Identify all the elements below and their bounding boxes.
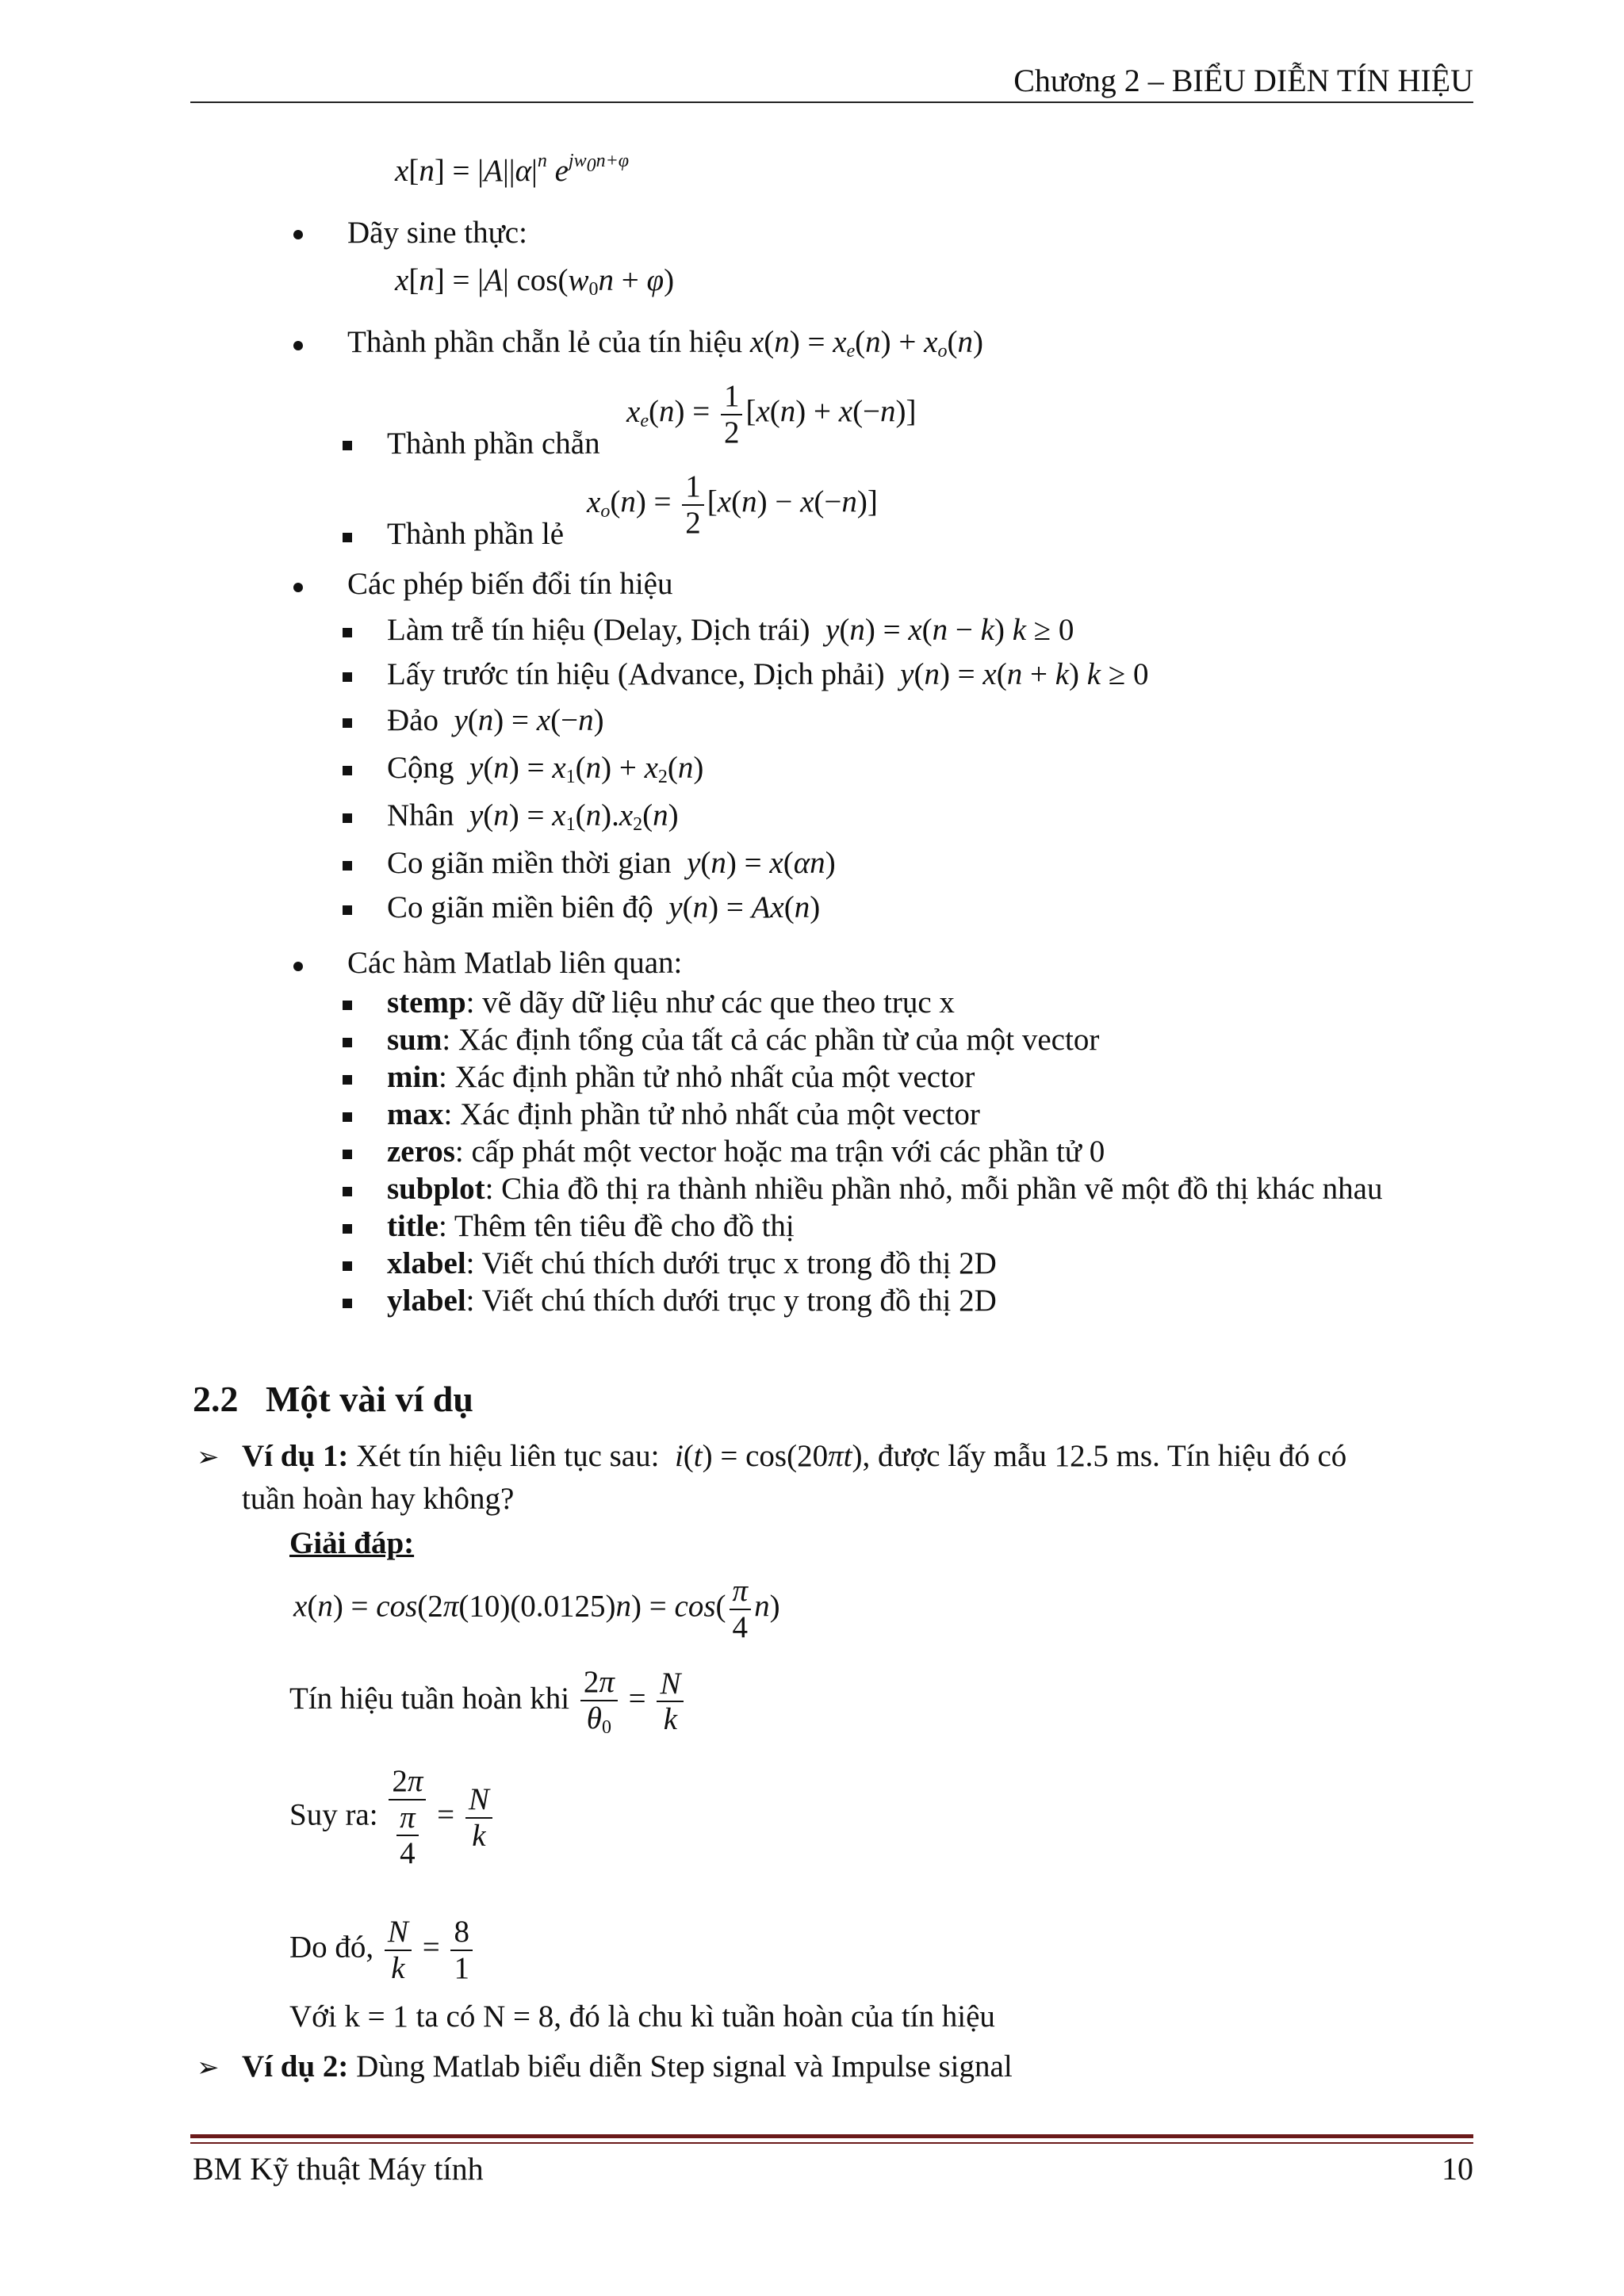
example1-line1: Ví dụ 1: Xét tín hiệu liên tục sau: i(t) = cos(20πt), được lấy mẫu 12.5 ms. Tín hiệu đó có (242, 1439, 1347, 1473)
real-sine-label: Dãy sine thực: (347, 216, 527, 250)
reverse-line: Đảo y(n) = x(−n) (387, 703, 604, 737)
real-sine-formula: x[n] = |A| $\cos(w_0n + \varphi)$ (395, 263, 675, 300)
section-number: 2.2 (193, 1379, 239, 1419)
matlab-item: xlabel: Viết chú thích dưới trục x trong đồ thị 2D (387, 1246, 997, 1280)
square-bullet-icon (343, 1075, 352, 1085)
square-bullet-icon (343, 1187, 352, 1196)
footer-department: BM Kỹ thuật Máy tính (193, 2151, 484, 2187)
square-bullet-icon (343, 672, 352, 682)
matlab-item: stemp: vẽ dãy dữ liệu như các que theo trục x (387, 985, 955, 1020)
header-rule (190, 101, 1473, 103)
add-line: Cộng $y(n) = x_1(n) + x_2(n)$ (387, 751, 704, 787)
square-bullet-icon (343, 1224, 352, 1234)
time-scale-label: Co giãn miền thời gian (387, 846, 672, 880)
even-odd-label: Thành phần chẵn lẻ của tín hiệu (347, 325, 743, 359)
square-bullet-icon (343, 813, 352, 823)
square-bullet-icon (343, 533, 352, 542)
amp-scale-line: Co giãn miền biên độ y(n) = Ax(n) (387, 890, 821, 924)
square-bullet-icon (343, 1299, 352, 1308)
odd-formula: $x_o(n)$ = $\frac{1}{2}$ [x(n) − x(−n)] (587, 469, 878, 540)
square-bullet-icon (343, 861, 352, 871)
bullet-icon (293, 230, 303, 239)
matlab-item: title: Thêm tên tiêu đề cho đồ thị (387, 1209, 795, 1243)
footer-rule-thin (190, 2142, 1473, 2144)
arrow-bullet-icon: ➢ (197, 1441, 220, 1473)
matlab-item: zeros: cấp phát một vector hoặc ma trận với các phần tử 0 (387, 1135, 1105, 1169)
solution-formula-1: x(n) = cos(2π(10)(0.0125)n) = cos( $\frac{\pi}{4}$ n) (293, 1574, 780, 1644)
square-bullet-icon (343, 628, 352, 637)
bullet-icon (293, 962, 303, 971)
page-number: 10 (1442, 2151, 1473, 2187)
square-bullet-icon (343, 718, 352, 728)
square-bullet-icon (343, 1001, 352, 1010)
square-bullet-icon (343, 1150, 352, 1159)
matlab-item: sum: Xác định tổng của tất cả các phần từ của một vector (387, 1023, 1100, 1057)
bullet-icon (293, 341, 303, 350)
time-scale-line: Co giãn miền thời gian y(n) = x(αn) (387, 846, 836, 880)
matlab-item: min: Xác định phần tử nhỏ nhất của một vector (387, 1060, 975, 1094)
example1-line2: tuần hoàn hay không? (242, 1482, 515, 1516)
solution-heading: Giải đáp: (289, 1526, 415, 1560)
advance-label: Lấy trước tín hiệu (Advance, Dịch phải) (387, 657, 885, 691)
therefore-line: Do đó, $\frac{N}{k}$ = $\frac{8}{1}$ (289, 1915, 476, 1985)
matlab-item: subplot: Chia đồ thị ra thành nhiều phần nhỏ, mỗi phần vẽ một đồ thị khác nhau (387, 1172, 1383, 1206)
advance-line: Lấy trước tín hiệu (Advance, Dịch phải) y(n) = x(n + k) k ≥ 0 (387, 657, 1149, 691)
square-bullet-icon (343, 1261, 352, 1271)
mult-label: Nhân (387, 798, 454, 832)
matlab-label: Các hàm Matlab liên quan: (347, 946, 683, 980)
amp-scale-label: Co giãn miền biên độ (387, 890, 653, 924)
delay-label: Làm trễ tín hiệu (Delay, Dịch trái) (387, 613, 810, 647)
example1-label: Ví dụ 1: (242, 1439, 349, 1473)
periodic-condition: Tín hiệu tuần hoàn khi $\frac{2\pi}{\theta_0}$ = $\frac{N}{k}$ (289, 1665, 687, 1739)
mult-line: Nhân $y(n) = x_1(n).x_2(n)$ (387, 798, 679, 835)
even-formula: $x_e(n)$ = $\frac{1}{2}$ [x(n) + x(−n)] (626, 379, 917, 450)
chapter-header: Chương 2 – BIỂU DIỄN TÍN HIỆU (1013, 63, 1473, 98)
footer-rule (190, 2134, 1473, 2138)
even-label: Thành phần chẵn (387, 427, 600, 461)
odd-label: Thành phần lẻ (387, 517, 565, 551)
section-heading (193, 1378, 473, 1420)
square-bullet-icon (343, 766, 352, 775)
matlab-item: ylabel: Viết chú thích dưới trục y trong đồ thị 2D (387, 1284, 997, 1318)
square-bullet-icon (343, 905, 352, 915)
section-title: Một vài ví dụ (266, 1379, 473, 1419)
reverse-label: Đảo (387, 703, 439, 737)
arrow-bullet-icon: ➢ (197, 2052, 220, 2084)
square-bullet-icon (343, 1112, 352, 1122)
square-bullet-icon (343, 441, 352, 450)
add-label: Cộng (387, 751, 454, 785)
bullet-icon (293, 583, 303, 592)
conclusion-line: Với k = 1 ta có N = 8, đó là chu kì tuần hoàn của tín hiệu (289, 1999, 995, 2034)
example2-line: Ví dụ 2: Dùng Matlab biểu diễn Step signal và Impulse signal (242, 2049, 1013, 2084)
infer-line: Suy ra: $\frac{2\pi}{\frac{\pi}{4}}$ = $\frac{N}{k}$ (289, 1764, 496, 1871)
even-odd-line: Thành phần chẵn lẻ của tín hiệu $x(n) = x_e(n) + x_o(n)$ (347, 325, 983, 362)
square-bullet-icon (343, 1038, 352, 1047)
transforms-label: Các phép biến đổi tín hiệu (347, 567, 673, 601)
matlab-item: max: Xác định phần tử nhỏ nhất của một vector (387, 1097, 980, 1131)
example2-label: Ví dụ 2: (242, 2049, 349, 2084)
complex-exponential-formula: $x[n] = |A||\alpha|^n$ $e^{jw_0n+\varphi}$ (395, 151, 630, 188)
delay-line: Làm trễ tín hiệu (Delay, Dịch trái) y(n) = x(n − k) k ≥ 0 (387, 613, 1074, 647)
